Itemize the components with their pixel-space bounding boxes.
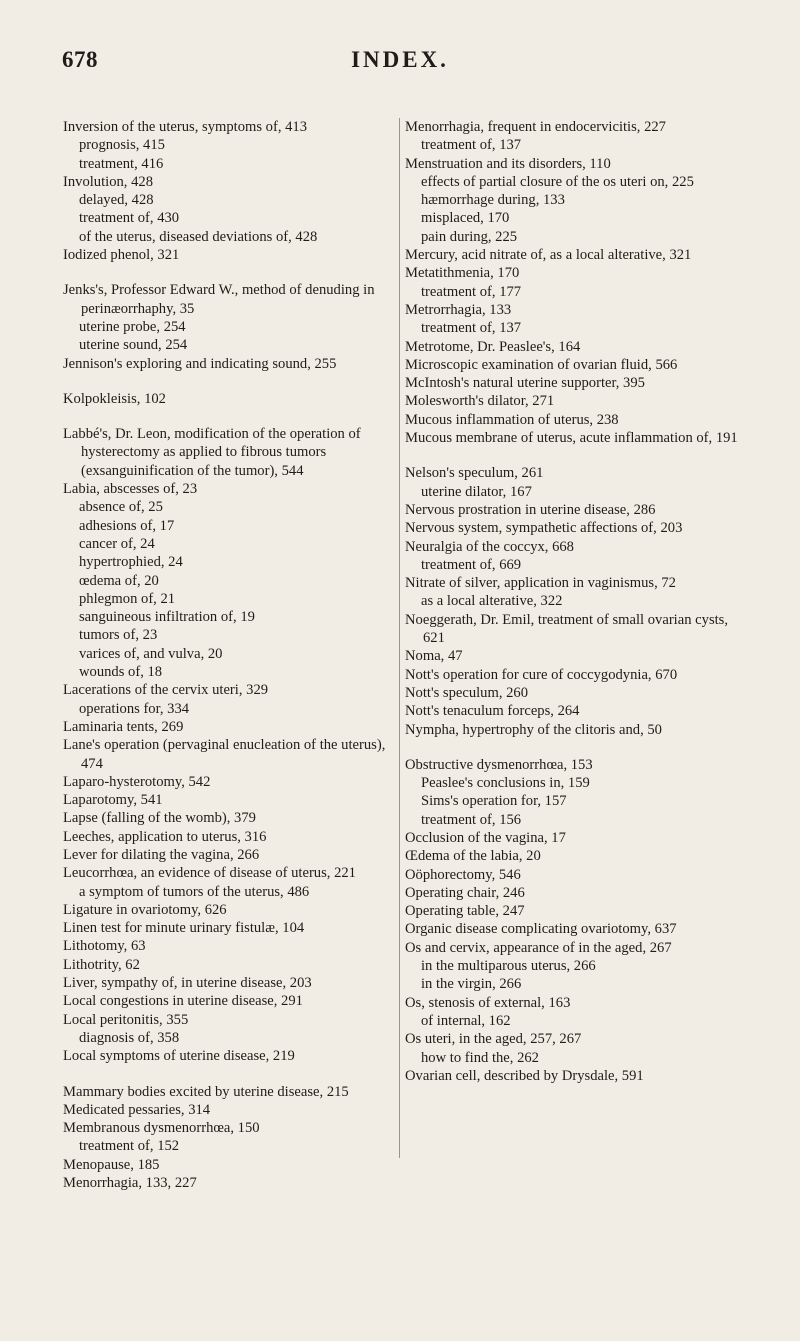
index-subentry: a symptom of tumors of the uterus, 486	[79, 883, 310, 900]
index-entry: Metrotome, Dr. Peaslee's, 164	[405, 338, 581, 355]
index-entry: Operating table, 247	[405, 903, 525, 920]
index-entry: Molesworth's dilator, 271	[405, 393, 555, 410]
index-entry: McIntosh's natural uterine supporter, 395	[405, 375, 645, 392]
index-subentry: of internal, 162	[421, 1012, 511, 1029]
index-entry: Os, stenosis of external, 163	[405, 994, 571, 1011]
index-entry: Neuralgia of the coccyx, 668	[405, 538, 574, 555]
index-entry: Menorrhagia, frequent in endocervicitis, 227	[405, 119, 666, 135]
index-entry: Laparo-hysterotomy, 542	[63, 773, 211, 790]
index-entry: Mammary bodies excited by uterine disease, 215	[63, 1083, 349, 1100]
index-subentry: wounds of, 18	[79, 664, 163, 681]
index-subentry: sanguineous infiltration of, 19	[79, 609, 255, 626]
index-entry: Local peritonitis, 355	[63, 1011, 189, 1028]
index-subentry: in the multiparous uterus, 266	[421, 958, 596, 975]
index-entry: Involution, 428	[63, 173, 153, 190]
index-subentry: diagnosis of, 358	[79, 1029, 180, 1046]
index-entry: Lane's operation (pervaginal enucleation of the uterus), 474	[63, 737, 386, 772]
index-subentry: cancer of, 24	[79, 535, 155, 552]
index-entry: Os uteri, in the aged, 257, 267	[405, 1031, 582, 1048]
index-entry: Kolpokleisis, 102	[63, 390, 166, 407]
index-entry: Menopause, 185	[63, 1156, 160, 1173]
index-entry: Nervous prostration in uterine disease, 286	[405, 501, 656, 518]
index-entry: Organic disease complicating ovariotomy, 637	[405, 921, 677, 938]
index-subentry: treatment of, 152	[79, 1138, 180, 1155]
index-subentry: pain during, 225	[421, 228, 518, 245]
index-entry: Microscopic examination of ovarian fluid, 566	[405, 356, 678, 373]
index-entry: Lithotomy, 63	[63, 938, 146, 955]
index-entry: Leeches, application to uterus, 316	[63, 828, 267, 845]
index-entry: Menorrhagia, 133, 227	[63, 1175, 197, 1192]
page-header	[0, 47, 800, 77]
index-entry: Metatithmenia, 170	[405, 265, 520, 282]
index-entry: Inversion of the uterus, symptoms of, 413	[63, 119, 308, 135]
index-entry: Obstructive dysmenorrhœa, 153	[405, 756, 593, 773]
index-entry: Labia, abscesses of, 23	[63, 481, 198, 498]
index-subentry: misplaced, 170	[421, 210, 510, 227]
index-subentry: adhesions of, 17	[79, 517, 175, 534]
index-subentry: varices of, and vulva, 20	[79, 645, 223, 662]
index-entry: Linen test for minute urinary fistulæ, 104	[63, 920, 305, 937]
index-entry: Jennison's exploring and indicating sound, 255	[63, 355, 337, 372]
index-subentry: treatment of, 177	[421, 283, 522, 300]
index-subentry: how to find the, 262	[421, 1049, 539, 1066]
index-entry: Nott's operation for cure of coccygodynia, 670	[405, 666, 678, 683]
index-entry: Medicated pessaries, 314	[63, 1101, 211, 1118]
index-entry: Lithotrity, 62	[63, 956, 140, 973]
index-entry: Ovarian cell, described by Drysdale, 591	[405, 1067, 644, 1084]
index-entry: Nott's tenaculum forceps, 264	[405, 703, 580, 720]
index-subentry: of the uterus, diseased deviations of, 428	[79, 228, 318, 245]
index-subentry: uterine sound, 254	[79, 337, 188, 354]
index-entry: Mucous membrane of uterus, acute inflammation of, 191	[405, 430, 738, 447]
index-subentry: uterine probe, 254	[79, 318, 186, 335]
index-entry: Metrorrhagia, 133	[405, 301, 512, 318]
index-subentry: treatment of, 156	[421, 811, 522, 828]
index-subentry: absence of, 25	[79, 499, 163, 516]
index-entry: Oöphorectomy, 546	[405, 866, 521, 883]
index-entry: Nott's speculum, 260	[405, 684, 529, 701]
index-subentry: Sims's operation for, 157	[421, 793, 567, 810]
index-subentry: uterine dilator, 167	[421, 483, 532, 500]
index-subentry: operations for, 334	[79, 700, 190, 717]
index-entry: Menstruation and its disorders, 110	[405, 155, 611, 172]
index-subentry: treatment of, 669	[421, 556, 522, 573]
index-entry: Labbé's, Dr. Leon, modification of the operation of hysterectomy as applied to fibrous tumors (exsanguinification of the tumor), 544	[63, 426, 361, 479]
index-entry: Lacerations of the cervix uteri, 329	[63, 682, 269, 699]
index-subentry: tumors of, 23	[79, 627, 158, 644]
index-entry: Mercury, acid nitrate of, as a local alterative, 321	[405, 247, 692, 264]
index-subentry: Peaslee's conclusions in, 159	[421, 775, 590, 792]
index-subentry: treatment of, 137	[421, 320, 522, 337]
index-entry: Iodized phenol, 321	[63, 247, 180, 264]
index-subentry: treatment, 416	[79, 155, 164, 172]
index-entry: Nelson's speculum, 261	[405, 465, 544, 482]
index-subentry: as a local alterative, 322	[421, 593, 563, 610]
index-entry: Operating chair, 246	[405, 884, 525, 901]
index-entry: Œdema of the labia, 20	[405, 848, 541, 865]
index-subentry: prognosis, 415	[79, 137, 165, 154]
index-subentry: delayed, 428	[79, 192, 154, 209]
index-entry: Leucorrhœa, an evidence of disease of uterus, 221	[63, 865, 356, 882]
index-entry: Jenks's, Professor Edward W., method of denuding in perinæorrhaphy, 35	[63, 282, 375, 317]
index-subentry: in the virgin, 266	[421, 976, 522, 993]
index-subentry: effects of partial closure of the os uteri on, 225	[421, 173, 694, 190]
running-head: INDEX.	[351, 47, 449, 72]
index-column-left	[63, 118, 393, 1192]
index-entry: Lapse (falling of the womb), 379	[63, 810, 256, 827]
column-divider	[399, 118, 400, 1158]
index-entry: Nitrate of silver, application in vaginismus, 72	[405, 575, 676, 592]
index-entry: Membranous dysmenorrhœa, 150	[63, 1120, 260, 1137]
index-entry: Os and cervix, appearance of in the aged, 267	[405, 939, 672, 956]
index-entry: Mucous inflammation of uterus, 238	[405, 411, 619, 428]
index-entry: Noeggerath, Dr. Emil, treatment of small ovarian cysts, 621	[405, 611, 729, 647]
index-entry: Local congestions in uterine disease, 291	[63, 993, 303, 1010]
index-entry: Nympha, hypertrophy of the clitoris and, 50	[405, 721, 662, 738]
index-subentry: phlegmon of, 21	[79, 590, 176, 607]
index-entry: Laminaria tents, 269	[63, 718, 184, 735]
index-entry: Ligature in ovariotomy, 626	[63, 901, 227, 918]
index-subentry: hæmorrhage during, 133	[421, 192, 565, 209]
index-subentry: treatment of, 430	[79, 210, 180, 227]
index-column-right	[405, 118, 740, 1085]
index-subentry: treatment of, 137	[421, 137, 522, 154]
index-subentry: œdema of, 20	[79, 572, 159, 589]
index-subentry: hypertrophied, 24	[79, 554, 183, 571]
index-entry: Occlusion of the vagina, 17	[405, 829, 566, 846]
index-entry: Local symptoms of uterine disease, 219	[63, 1048, 295, 1065]
index-entry: Nervous system, sympathetic affections of, 203	[405, 520, 683, 537]
page-number: 678	[62, 47, 98, 72]
index-entry: Lever for dilating the vagina, 266	[63, 846, 260, 863]
index-entry: Noma, 47	[405, 648, 463, 665]
index-entry: Liver, sympathy of, in uterine disease, 203	[63, 975, 312, 992]
index-entry: Laparotomy, 541	[63, 792, 163, 809]
